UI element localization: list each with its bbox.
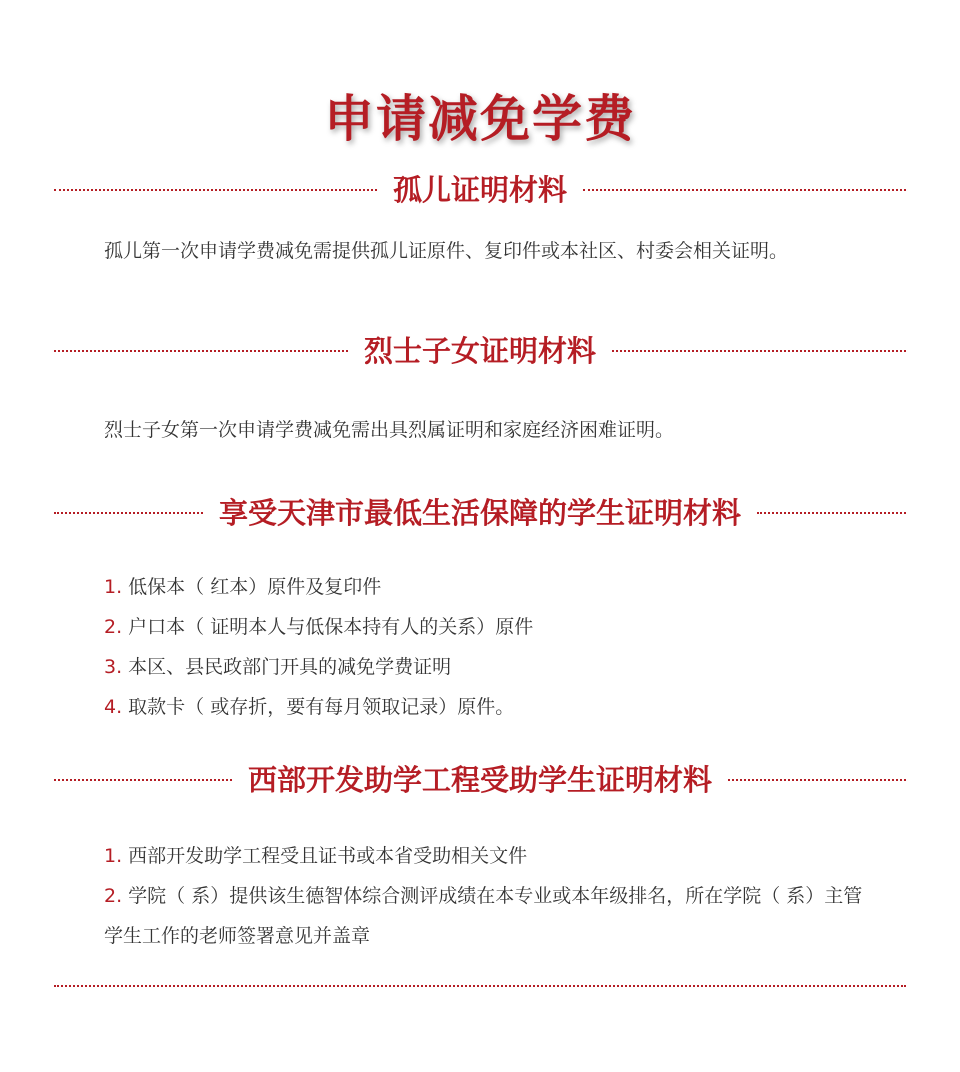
dotted-divider-left [54, 350, 348, 352]
section-title: 西部开发助学工程受助学生证明材料 [248, 763, 713, 797]
item-text: 低保本（ 红本）原件及复印件 [122, 576, 382, 598]
section-paragraph: 孤儿第一次申请学费减免需提供孤儿证原件、复印件或本社区、村委会相关证明。 [104, 240, 789, 262]
item-number: 4. [104, 696, 123, 718]
list-item [104, 607, 904, 647]
item-text: 学院（ 系）提供该生德智体综合测评成绩在本专业或本年级排名，所在学院（ 系）主管学生工作的老师签署意见并盖章 [104, 885, 863, 947]
requirements-list [104, 836, 904, 956]
requirements-list [104, 567, 904, 727]
item-number: 3. [104, 656, 123, 678]
section-header-western-aid [54, 758, 906, 802]
section-header-tianjin-minimum-living [54, 491, 906, 535]
list-item [104, 567, 904, 607]
dotted-divider-left [54, 189, 377, 191]
item-text: 取款卡（ 或存折，要有每月领取记录）原件。 [122, 696, 515, 718]
dotted-divider-right [728, 779, 906, 781]
list-item [104, 687, 904, 727]
item-text: 本区、县民政部门开具的减免学费证明 [122, 656, 452, 678]
dotted-divider-right [583, 189, 906, 191]
dotted-divider-right [757, 512, 906, 514]
section-header-orphan [54, 168, 906, 212]
item-number: 1. [104, 576, 123, 598]
page-title: 申请减免学费 [324, 89, 636, 148]
dotted-divider-right [612, 350, 906, 352]
item-text: 户口本（ 证明本人与低保本持有人的关系）原件 [122, 616, 534, 638]
list-item [104, 836, 874, 876]
list-item [104, 876, 874, 956]
dotted-divider-left [54, 779, 232, 781]
section-title: 孤儿证明材料 [393, 173, 568, 207]
item-number: 2. [104, 616, 123, 638]
section-paragraph: 烈士子女第一次申请学费减免需出具烈属证明和家庭经济困难证明。 [104, 419, 675, 441]
section-header-martyr [54, 329, 906, 373]
list-item [104, 647, 904, 687]
item-number: 1. [104, 845, 123, 867]
item-number: 2. [104, 885, 123, 907]
bottom-dotted-divider [54, 985, 906, 987]
dotted-divider-left [54, 512, 203, 514]
section-title: 烈士子女证明材料 [364, 334, 597, 368]
section-title: 享受天津市最低生活保障的学生证明材料 [219, 496, 742, 530]
item-text: 西部开发助学工程受且证书或本省受助相关文件 [122, 845, 528, 867]
